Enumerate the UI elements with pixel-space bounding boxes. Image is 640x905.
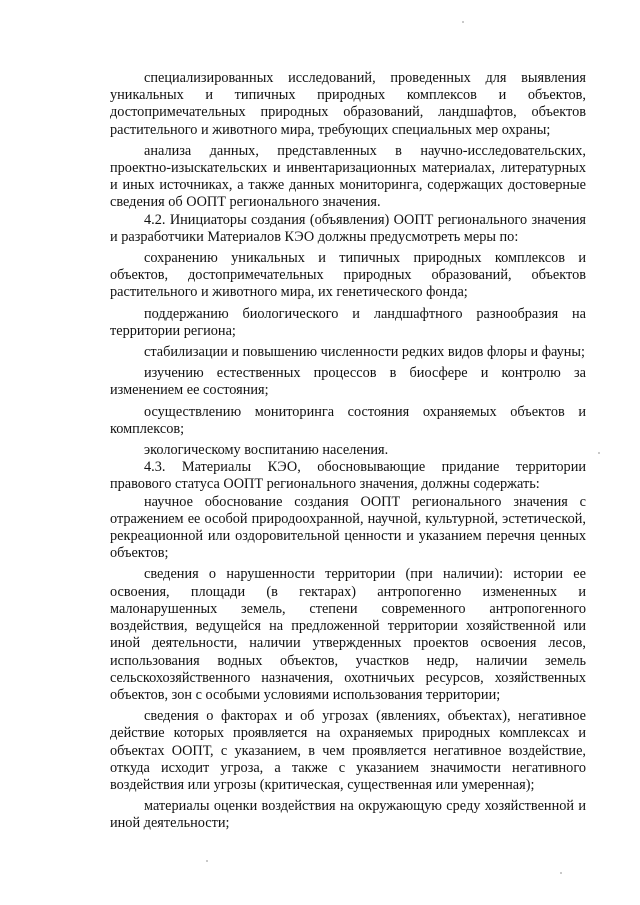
paragraph-preservation: сохранению уникальных и типичных природных комплексов и объектов, достопримечательных природных образований, объектов растительного и животного мира, их генетического фонда; [110,250,586,301]
paragraph-natural-processes: изучению естественных процессов в биосфере и контролю за изменением ее состояния; [110,365,586,399]
paragraph-scientific-justification: научное обоснование создания ООПТ регионального значения с отражением ее особой природоохранной, научной, культурной, эстетической, рекреационной или оздоровительной ценности и указанием перечня ценных объектов; [110,493,586,562]
paragraph-rare-species: стабилизации и повышению численности редких видов флоры и фауны; [144,344,585,361]
paragraph-section-4-2: 4.2. Инициаторы создания (объявления) ООПТ регионального значения и разработчики Материалов КЭО должны предусмотреть меры по: [110,211,586,245]
scan-speck [598,452,600,454]
paragraph-research-continuation: специализированных исследований, проведенных для выявления уникальных и типичных природных комплексов и объектов, достопримечательных природных образований, ландшафтов, объектов растительного и животного мира, требующих специальных мер охраны; [110,70,586,138]
paragraph-threat-factors: сведения о факторах и об угрозах (явлениях, объектах), негативное действие которых проявляется на охраняемых природных комплексах и объектах ООПТ, с указанием, в чем проявляется негативное воздействие, откуда исходит угроза, а также с указанием значимости негативного воздействия или угрозы (критическая, существенная или умеренная); [110,708,586,793]
paragraph-impact-assessment: материалы оценки воздействия на окружающую среду хозяйственной и иной деятельности; [110,798,586,832]
document-body [110,70,586,833]
paragraph-disturbance-info: сведения о нарушенности территории (при наличии): истории ее освоения, площади (в гектарах) антропогенно измененных и малонарушенных земель, степени современного антропогенного воздействия, ведущейся на предложенной территории хозяйственной или иной деятельности, наличии утвержденных проектов освоения лесов, использования водных объектов, участков недр, наличии земель сельскохозяйственного назначения, охотничьих ресурсов, хозяйственных объектов, зон с особыми условиями использования территории; [110,566,586,703]
paragraph-biodiversity: поддержанию биологического и ландшафтного разнообразия на территории региона; [110,305,586,339]
scan-speck [462,21,464,23]
paragraph-monitoring: осуществлению мониторинга состояния охраняемых объектов и комплексов; [110,403,586,437]
paragraph-data-analysis: анализа данных, представленных в научно-исследовательских, проектно-изыскательских и инвентаризационных материалах, литературных и иных источниках, а также данных мониторинга, содержащих достоверные сведения об ООПТ регионального значения. [110,142,586,211]
paragraph-section-4-3: 4.3. Материалы КЭО, обосновывающие придание территории правового статуса ООПТ регионального значения, должны содержать: [110,459,586,493]
paragraph-education: экологическому воспитанию населения. [144,442,389,459]
scan-speck [206,860,208,862]
scan-speck [560,872,562,874]
